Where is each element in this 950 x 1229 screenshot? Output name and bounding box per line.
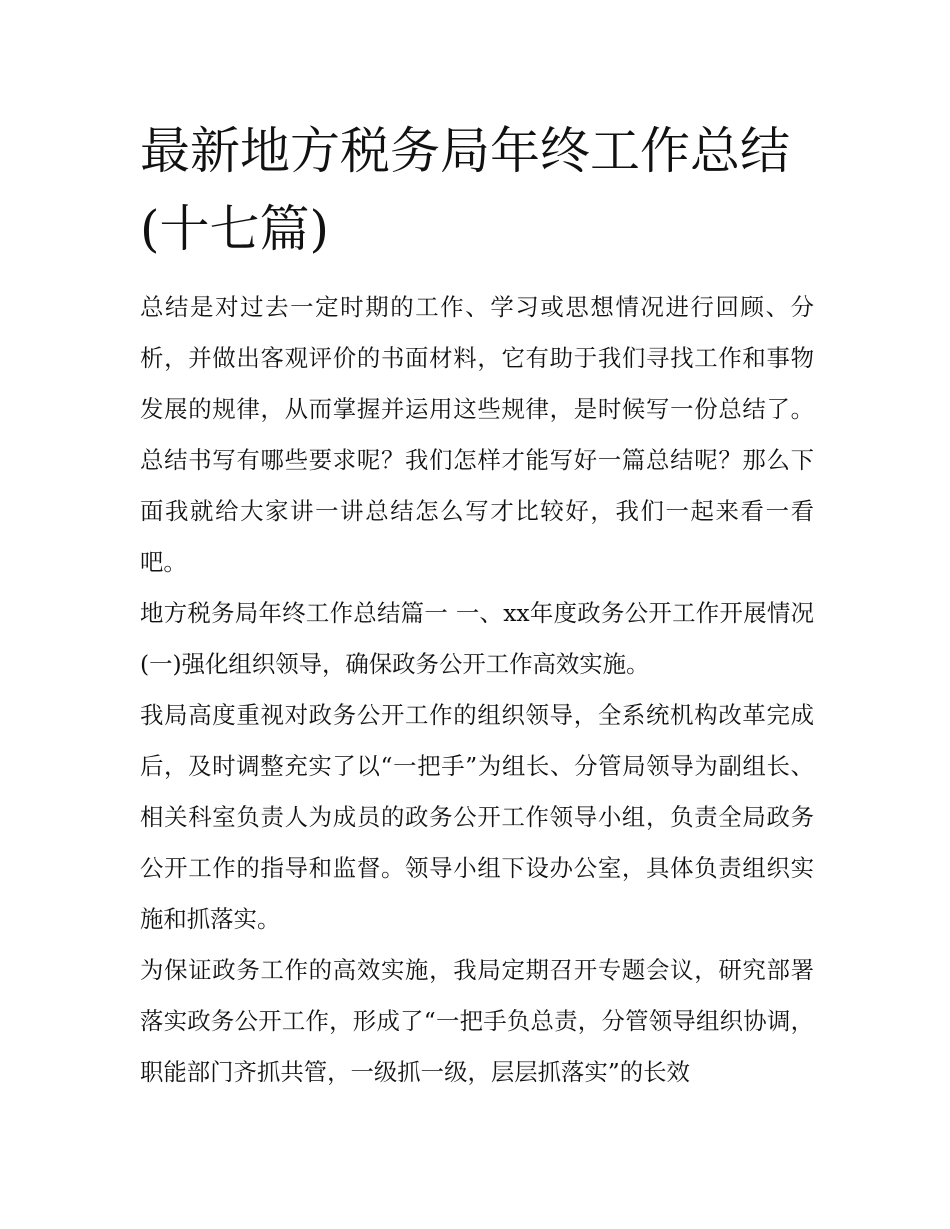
document-body xyxy=(140,112,814,1098)
document-title: 最新地方税务局年终工作总结(十七篇) xyxy=(140,122,790,258)
paragraph-section-heading: 地方税务局年终工作总结篇一 一、xx年度政务公开工作开展情况 (一)强化组织领导，确保政务公开工作高效实施。 xyxy=(140,599,814,678)
paragraph-organization: 我局高度重视对政务公开工作的组织领导，全系统机构改革完成后，及时调整充实了以“一把手”为组长、分管局领导为副组长、相关科室负责人为成员的政务公开工作领导小组，负责全局政务公开工作的指导和监督。领导小组下设办公室，具体负责组织实施和抓落实。 xyxy=(140,701,814,933)
paragraph-intro: 总结是对过去一定时期的工作、学习或思想情况进行回顾、分析，并做出客观评价的书面材料，它有助于我们寻找工作和事物发展的规律，从而掌握并运用这些规律，是时候写一份总结了。总结书写有哪些要求呢？我们怎样才能写好一篇总结呢？那么下面我就给大家讲一讲总结怎么写才比较好，我们一起来看一看吧。 xyxy=(140,293,814,576)
paragraph-implementation: 为保证政务工作的高效实施，我局定期召开专题会议，研究部署落实政务公开工作，形成了“一把手负总责，分管领导组织协调，职能部门齐抓共管，一级抓一级，层层抓落实”的长效 xyxy=(140,956,814,1086)
